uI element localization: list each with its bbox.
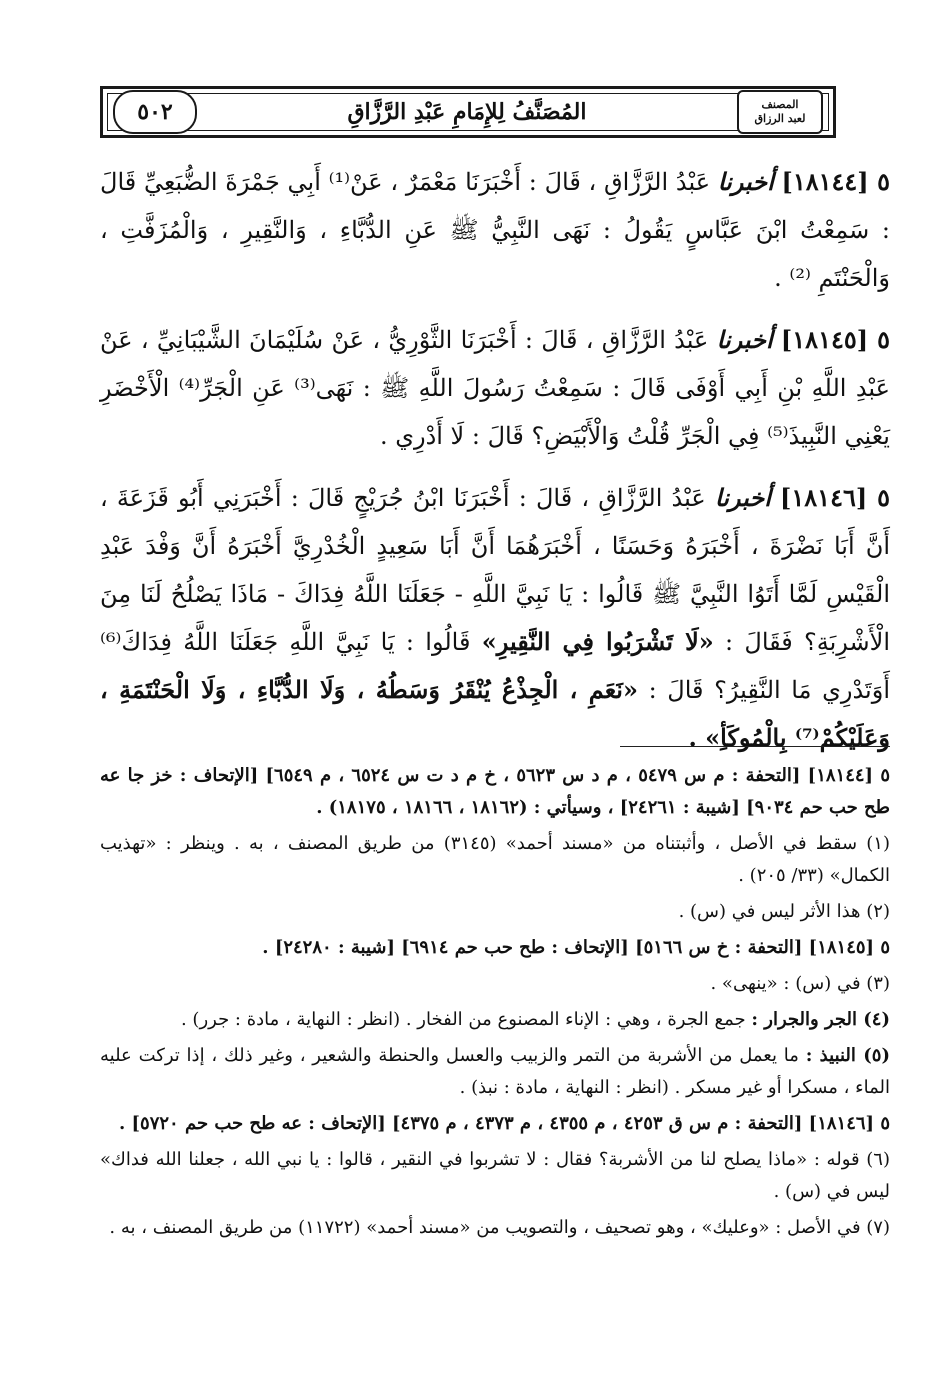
hadith-lead: أخبرنا [714, 483, 771, 512]
footnote-6: (٦) قوله : «ماذا يصلح لنا من الأشربة؟ فقال : لا تشربوا في النقير ، قالوا : يا نبي الله ، جعلنا الله فداك» ليس في (س) . [100, 1149, 890, 1202]
hadith-lead: أخبرنا [717, 167, 774, 196]
ref-18145: ٥ [١٨١٤٥] [التحفة : خ س ٥١٦٦] [الإتحاف : طح حب حم ٦٩١٤] [شيبة : ٢٤٢٨٠] . [262, 937, 890, 958]
book-logo [737, 90, 823, 134]
hadith-18145 [100, 316, 890, 460]
hadith-text: عَبْدُ الرَّزَّاقِ ، قَالَ : أَخْبَرَنَا الثَّوْرِيُّ ، عَنْ سُلَيْمَانَ الشَّيْبَانِيِّ ، عَنْ عَبْدِ اللَّهِ بْنِ أَبِي أَوْفَى قَالَ : سَمِعْتُ رَسُولَ اللَّهِ ﷺ : نَهَى⁽³⁾ عَنِ الْجَرِّ⁽⁴⁾ الْأَخْضَرِ يَعْنِي النَّبِيذَ⁽⁵⁾ فِي الْجَرِّ قُلْتُ وَالْأَبْيَضِ؟ قَالَ : لَا أَدْرِي . [100, 326, 890, 450]
footnote-5 [100, 1040, 890, 1104]
main-text [100, 158, 890, 776]
footnote-text: جمع الجرة ، وهي : الإناء المصنوع من الفخار . (انظر : النهاية ، مادة : جرر) . [180, 1009, 746, 1030]
hadith-lead: أخبرنا [716, 325, 773, 354]
prophet-quote: «نَعَمِ ، الْجِذْعُ يُنْقَرُ وَسَطُهُ ، وَلَا الدُّبَّاءِ ، وَلَا الْحَنْتَمَةِ ، وَعَلَيْكُمْ⁽⁷⁾ بِالْمُوكَأِ» . [100, 675, 890, 752]
hadith-number: ٥ [١٨١٤٤] [781, 167, 890, 196]
prophet-quote: «لَا تَشْرَبُوا فِي النَّقِيرِ» [481, 627, 714, 656]
page-header [100, 86, 836, 138]
hadith-text-cont: قَالُوا : يَا نَبِيَّ اللَّهِ جَعَلَنَا اللَّهُ فِدَاكَ⁽⁶⁾ أَوَتَدْرِي مَا النَّقِيرُ؟ قَالَ : [100, 628, 890, 704]
logo-line-2: لعبد الرزاق [754, 112, 806, 125]
ref-18144: ٥ [١٨١٤٤] [التحفة : م س ٥٤٧٩ ، م د س ٥٦٢٣ ، خ م د ت س ٦٥٢٤ ، م ٦٥٤٩] [الإتحاف : خز جا عه طح حب حم ٩٠٣٤] [شيبة : ٢٤٢٦١] ، وسيأتي : (١٨١٦٢ ، ١٨١٦٦ ، ١٨١٧٥) . [100, 765, 890, 818]
footnote-term: (٤) الجر والجرار : [751, 1009, 890, 1030]
page-number: ٥٠٢ [113, 90, 197, 134]
footnote-term: (٥) النبيذ : [805, 1045, 890, 1066]
book-title: المُصَنَّفُ لِلإِمَامِ عَبْدِ الرَّزَّاقِ [347, 99, 587, 125]
ref-18146: ٥ [١٨١٤٦] [التحفة : م س ق ٤٢٥٣ ، م ٤٣٥٥ ، م ٤٣٧٣ ، م ٤٣٧٥] [الإتحاف : عه طح حب حم ٥٧٢٠] . [118, 1113, 890, 1134]
hadith-18146 [100, 474, 890, 762]
hadith-text: عَبْدُ الرَّزَّاقِ ، قَالَ : أَخْبَرَنَا ابْنُ جُرَيْجٍ قَالَ : أَخْبَرَنِي أَبُو قَزَعَةَ ، أَنَّ أَبَا نَضْرَةَ ، أَخْبَرَهُ وَحَسَنًا ، أَخْبَرَهُمَا أَنَّ أَبَا سَعِيدٍ الْخُدْرِيَّ أَخْبَرَهُ أَنَّ وَفْدَ عَبْدِ الْقَيْسِ لَمَّا أَتَوُا النَّبِيَّ ﷺ قَالُوا : يَا نَبِيَّ اللَّهِ - جَعَلَنَا اللَّهُ فِدَاكَ - مَاذَا يَصْلُحُ لَنَا مِنَ الْأَشْرِبَةِ؟ فَقَالَ : [100, 484, 891, 656]
logo-line-1: المصنف [761, 98, 799, 111]
hadith-number: ٥ [١٨١٤٦] [780, 483, 890, 512]
footnote-text: ما يعمل من الأشربة من التمر والزبيب والعسل والحنطة والشعير ، وغير ذلك ، إذا تركت عليه الماء ، مسكرا أو غير مسكر . (انظر : النهاية ، مادة : نبذ) . [100, 1045, 890, 1098]
hadith-number: ٥ [١٨١٤٥] [780, 325, 890, 354]
footnotes [100, 760, 890, 1248]
footnote-3: (٣) في (س) : «ينهى» . [710, 973, 890, 994]
hadith-text: عَبْدُ الرَّزَّاقِ ، قَالَ : أَخْبَرَنَا مَعْمَرٌ ، عَنْ⁽¹⁾ أَبِي جَمْرَةَ الضُّبَعِيِّ قَالَ : سَمِعْتُ ابْنَ عَبَّاسٍ يَقُولُ : نَهَى النَّبِيُّ ﷺ عَنِ الدُّبَّاءِ ، وَالنَّقِيرِ ، وَالْمُزَفَّتِ ، وَالْحَنْتَمِ ⁽²⁾ . [100, 168, 890, 292]
footnote-1: (١) سقط في الأصل ، وأثبتناه من «مسند أحمد» (٣١٤٥) من طريق المصنف ، به . وينظر : «تهذيب الكمال» (٣٣/ ٢٠٥) . [100, 833, 890, 886]
footnote-divider [620, 746, 890, 747]
footnote-2: (٢) هذا الأثر ليس في (س) . [678, 901, 890, 922]
hadith-18144 [100, 158, 890, 302]
footnote-7: (٧) في الأصل : «وعليك» ، وهو تصحيف ، والتصويب من «مسند أحمد» (١١٧٢٢) من طريق المصنف ، به . [109, 1217, 890, 1238]
footnote-4 [100, 1004, 890, 1036]
